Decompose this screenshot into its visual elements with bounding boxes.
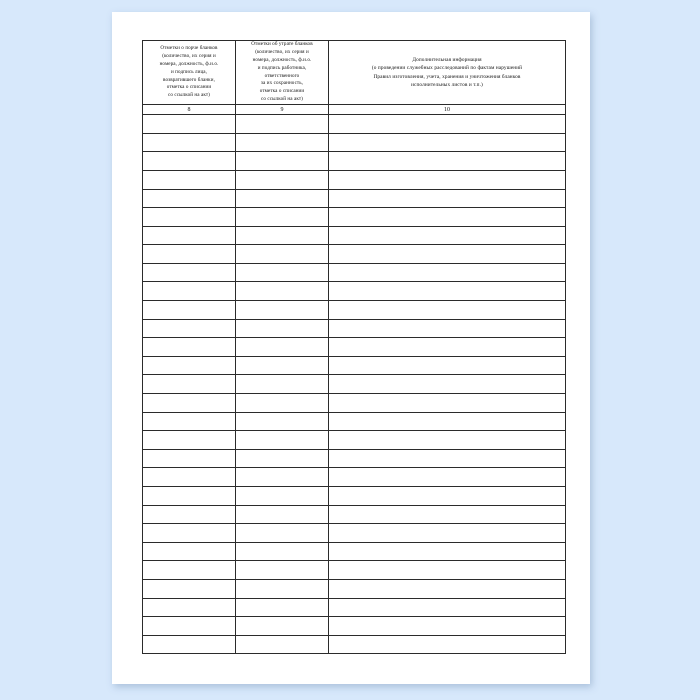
table-cell[interactable] bbox=[329, 282, 566, 301]
table-cell[interactable] bbox=[236, 487, 329, 506]
header-line: Правил изготовления, учета, хранения и уничтожения бланков bbox=[373, 73, 521, 80]
table-cell[interactable] bbox=[236, 170, 329, 189]
table-cell[interactable] bbox=[329, 338, 566, 357]
table-row bbox=[143, 412, 566, 431]
table-row bbox=[143, 635, 566, 654]
table-cell[interactable] bbox=[236, 226, 329, 245]
table-row bbox=[143, 338, 566, 357]
table-row bbox=[143, 431, 566, 450]
table-cell[interactable] bbox=[143, 189, 236, 208]
table-row bbox=[143, 170, 566, 189]
table-cell[interactable] bbox=[236, 635, 329, 654]
table-cell[interactable] bbox=[143, 208, 236, 227]
header-line: Отметки об утрате бланков bbox=[251, 41, 313, 47]
table-cell[interactable] bbox=[236, 412, 329, 431]
table-cell[interactable] bbox=[143, 561, 236, 580]
table-cell[interactable] bbox=[236, 152, 329, 171]
table-cell[interactable] bbox=[143, 152, 236, 171]
table-cell[interactable] bbox=[143, 394, 236, 413]
table-cell[interactable] bbox=[143, 133, 236, 152]
table-row bbox=[143, 263, 566, 282]
table-cell[interactable] bbox=[329, 635, 566, 654]
table-cell[interactable] bbox=[329, 431, 566, 450]
table-cell[interactable] bbox=[329, 598, 566, 617]
table-cell[interactable] bbox=[143, 301, 236, 320]
table-row bbox=[143, 579, 566, 598]
table-cell[interactable] bbox=[236, 431, 329, 450]
table-cell[interactable] bbox=[143, 635, 236, 654]
header-line: исполнительных листов и т.п.) bbox=[411, 81, 483, 88]
table-row bbox=[143, 133, 566, 152]
table-cell[interactable] bbox=[236, 542, 329, 561]
table-cell[interactable] bbox=[143, 412, 236, 431]
table-cell[interactable] bbox=[329, 449, 566, 468]
table-cell[interactable] bbox=[143, 505, 236, 524]
table-cell[interactable] bbox=[236, 301, 329, 320]
table-cell[interactable] bbox=[143, 115, 236, 134]
table-cell[interactable] bbox=[329, 152, 566, 171]
table-cell[interactable] bbox=[143, 356, 236, 375]
table-cell[interactable] bbox=[236, 319, 329, 338]
table-cell[interactable] bbox=[236, 579, 329, 598]
table-cell[interactable] bbox=[143, 468, 236, 487]
table-cell[interactable] bbox=[329, 524, 566, 543]
table-row bbox=[143, 152, 566, 171]
table-cell[interactable] bbox=[329, 468, 566, 487]
table-body bbox=[143, 115, 566, 654]
header-line: отметка о списании bbox=[259, 88, 305, 95]
table-cell[interactable] bbox=[236, 524, 329, 543]
column-header-10 bbox=[329, 41, 566, 105]
table-cell[interactable] bbox=[236, 505, 329, 524]
header-line: за их сохранность, bbox=[260, 80, 304, 87]
table-cell[interactable] bbox=[143, 263, 236, 282]
table-cell[interactable] bbox=[236, 449, 329, 468]
table-row bbox=[143, 468, 566, 487]
table-cell[interactable] bbox=[329, 170, 566, 189]
form-table bbox=[142, 40, 566, 654]
document-page bbox=[112, 12, 590, 684]
table-cell[interactable] bbox=[329, 412, 566, 431]
form-table-wrapper bbox=[142, 40, 562, 654]
table-cell[interactable] bbox=[329, 487, 566, 506]
table-cell[interactable] bbox=[143, 170, 236, 189]
table-row bbox=[143, 449, 566, 468]
table-cell[interactable] bbox=[329, 115, 566, 134]
table-cell[interactable] bbox=[236, 617, 329, 636]
table-row bbox=[143, 208, 566, 227]
table-row bbox=[143, 189, 566, 208]
table-cell[interactable] bbox=[236, 115, 329, 134]
table-cell[interactable] bbox=[329, 208, 566, 227]
table-row bbox=[143, 226, 566, 245]
table-cell[interactable] bbox=[236, 189, 329, 208]
table-cell[interactable] bbox=[236, 394, 329, 413]
table-cell[interactable] bbox=[329, 561, 566, 580]
column-number-row bbox=[143, 105, 566, 115]
table-cell[interactable] bbox=[329, 394, 566, 413]
table-row bbox=[143, 115, 566, 134]
table-cell[interactable] bbox=[329, 542, 566, 561]
table-cell[interactable] bbox=[143, 579, 236, 598]
table-cell[interactable] bbox=[236, 356, 329, 375]
table-row bbox=[143, 542, 566, 561]
header-line: со ссылкой на акт) bbox=[261, 96, 303, 103]
column-number-8: 8 bbox=[143, 105, 236, 115]
table-row bbox=[143, 561, 566, 580]
table-cell[interactable] bbox=[329, 301, 566, 320]
table-cell[interactable] bbox=[329, 505, 566, 524]
table-row bbox=[143, 394, 566, 413]
table-cell[interactable] bbox=[329, 375, 566, 394]
table-cell[interactable] bbox=[329, 319, 566, 338]
column-number-9: 9 bbox=[236, 105, 329, 115]
table-cell[interactable] bbox=[143, 598, 236, 617]
table-row bbox=[143, 245, 566, 264]
table-cell[interactable] bbox=[143, 338, 236, 357]
table-cell[interactable] bbox=[329, 263, 566, 282]
table-row bbox=[143, 487, 566, 506]
table-cell[interactable] bbox=[236, 468, 329, 487]
table-cell[interactable] bbox=[329, 617, 566, 636]
table-cell[interactable] bbox=[329, 226, 566, 245]
table-cell[interactable] bbox=[143, 487, 236, 506]
table-cell[interactable] bbox=[329, 133, 566, 152]
header-line: Дополнительная информация bbox=[412, 57, 482, 64]
header-line: (о проведении служебных расследований по фактам нарушений bbox=[371, 65, 523, 72]
column-number-10: 10 bbox=[329, 105, 566, 115]
header-line: (количество, их серия и bbox=[162, 52, 216, 59]
header-line: номера, должность, ф.и.о. bbox=[159, 60, 219, 67]
table-cell[interactable] bbox=[236, 208, 329, 227]
table-cell[interactable] bbox=[236, 245, 329, 264]
table-cell[interactable] bbox=[236, 282, 329, 301]
table-cell[interactable] bbox=[143, 282, 236, 301]
table-header bbox=[143, 41, 566, 115]
table-cell[interactable] bbox=[236, 338, 329, 357]
header-line: отметка о списании bbox=[166, 84, 212, 91]
header-line: (количество, их серия и bbox=[255, 48, 309, 55]
table-cell[interactable] bbox=[143, 319, 236, 338]
table-cell[interactable] bbox=[143, 375, 236, 394]
table-row bbox=[143, 282, 566, 301]
table-cell[interactable] bbox=[143, 617, 236, 636]
table-cell[interactable] bbox=[329, 579, 566, 598]
header-line: со ссылкой на акт) bbox=[168, 92, 210, 99]
header-line: номера, должность, ф.и.о. bbox=[252, 56, 312, 63]
table-cell[interactable] bbox=[143, 226, 236, 245]
table-cell[interactable] bbox=[143, 542, 236, 561]
table-cell[interactable] bbox=[143, 431, 236, 450]
table-cell[interactable] bbox=[143, 449, 236, 468]
header-line: и подпись лица, bbox=[170, 68, 208, 75]
table-cell[interactable] bbox=[236, 133, 329, 152]
table-cell[interactable] bbox=[236, 598, 329, 617]
table-cell[interactable] bbox=[143, 524, 236, 543]
table-row bbox=[143, 319, 566, 338]
column-header-8 bbox=[143, 41, 236, 105]
table-row bbox=[143, 301, 566, 320]
table-cell[interactable] bbox=[329, 245, 566, 264]
header-line: возвратившего бланки, bbox=[163, 76, 215, 83]
table-cell[interactable] bbox=[329, 356, 566, 375]
table-header-row bbox=[143, 41, 566, 105]
table-row bbox=[143, 598, 566, 617]
table-row bbox=[143, 617, 566, 636]
table-cell[interactable] bbox=[143, 245, 236, 264]
header-line: ответственного bbox=[264, 72, 300, 79]
table-row bbox=[143, 505, 566, 524]
table-cell[interactable] bbox=[236, 561, 329, 580]
table-row bbox=[143, 356, 566, 375]
header-line: и подпись работника, bbox=[257, 64, 307, 71]
table-row bbox=[143, 524, 566, 543]
header-line: Отметки о порче бланков bbox=[160, 44, 218, 51]
table-cell[interactable] bbox=[329, 189, 566, 208]
table-cell[interactable] bbox=[236, 263, 329, 282]
column-header-9 bbox=[236, 41, 329, 105]
table-row bbox=[143, 375, 566, 394]
table-cell[interactable] bbox=[236, 375, 329, 394]
